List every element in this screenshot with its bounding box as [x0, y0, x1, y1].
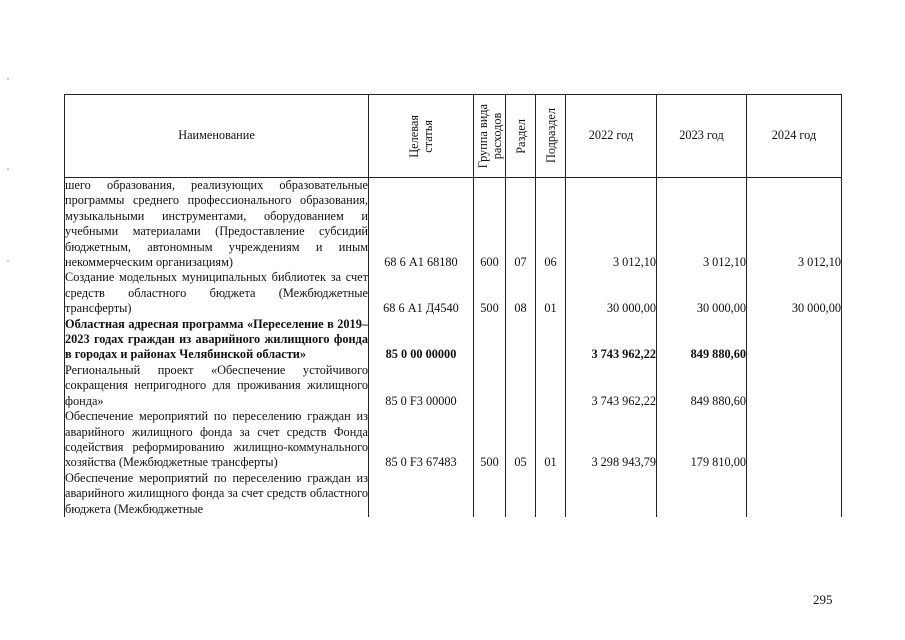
row-expense-group: 500	[474, 409, 506, 471]
row-2024: 3 012,10	[747, 178, 842, 271]
row-section	[506, 363, 536, 409]
page-number: 295	[813, 592, 833, 607]
row-2022: 3 012,10	[566, 178, 657, 271]
row-2023: 30 000,00	[657, 270, 747, 316]
scan-artifact	[7, 168, 9, 170]
row-expense-group: 500	[474, 270, 506, 316]
row-2022: 3 298 943,79	[566, 409, 657, 471]
row-target-article: 85 0 F3 67483	[369, 409, 474, 471]
header-target-article: Целевая статья	[369, 95, 474, 178]
row-2024	[747, 363, 842, 409]
row-name: Создание модельных муниципальных библиотек за счет средств областного бюджета (Межбюджетные трансферты)	[65, 270, 368, 316]
row-subsection: 06	[536, 178, 566, 271]
row-target-article	[369, 471, 474, 517]
table-row	[65, 363, 842, 409]
row-2022: 30 000,00	[566, 270, 657, 316]
header-2024: 2024 год	[747, 95, 842, 178]
row-2023: 3 012,10	[657, 178, 747, 271]
row-expense-group	[474, 363, 506, 409]
row-2022	[566, 471, 657, 517]
row-expense-group	[474, 317, 506, 363]
row-target-article: 85 0 F3 00000	[369, 363, 474, 409]
scan-artifact	[7, 78, 9, 80]
row-2023: 849 880,60	[657, 317, 747, 363]
row-subsection: 01	[536, 409, 566, 471]
header-section: Раздел	[506, 95, 536, 178]
row-target-article: 68 6 А1 68180	[369, 178, 474, 271]
row-name: Региональный проект «Обеспечение устойчивого сокращения непригодного для проживания жилищного фонда»	[65, 362, 368, 408]
row-name: Обеспечение мероприятий по переселению граждан из аварийного жилищного фонда за счет средств Фонда содействия реформированию жилищно-коммунального хозяйства (Межбюджетные трансферты)	[65, 409, 368, 470]
row-2022: 3 743 962,22	[566, 317, 657, 363]
budget-table	[64, 94, 842, 517]
row-name: Областная адресная программа «Переселение в 2019–2023 годах граждан из аварийного жилищного фонда в городах и районах Челябинской области»	[65, 316, 368, 362]
row-2024: 30 000,00	[747, 270, 842, 316]
table-row	[65, 471, 842, 517]
table-row	[65, 270, 842, 316]
row-2023: 849 880,60	[657, 363, 747, 409]
row-section: 07	[506, 178, 536, 271]
header-subsection: Подраздел	[536, 95, 566, 178]
row-name: шего образования, реализующих образовательные программы среднего профессионального образования, музыкальными инструментами, оборудованием и учебными материалами (Предоставление субсидий бюджетным, автономным учреждениям и иным некоммерческим организациям)	[65, 178, 368, 270]
row-2023	[657, 471, 747, 517]
row-section	[506, 471, 536, 517]
table-row	[65, 409, 842, 471]
header-2022: 2022 год	[566, 95, 657, 178]
row-subsection	[536, 363, 566, 409]
header-expense-group: Группа вида расходов	[474, 95, 506, 178]
header-row	[65, 95, 842, 178]
row-2022: 3 743 962,22	[566, 363, 657, 409]
table-row	[65, 317, 842, 363]
header-2023: 2023 год	[657, 95, 747, 178]
table-row	[65, 178, 842, 271]
row-section	[506, 317, 536, 363]
header-name: Наименование	[65, 95, 369, 178]
row-section: 08	[506, 270, 536, 316]
row-expense-group: 600	[474, 178, 506, 271]
row-target-article: 68 6 А1 Д4540	[369, 270, 474, 316]
row-subsection	[536, 317, 566, 363]
row-name: Обеспечение мероприятий по переселению граждан из аварийного жилищного фонда за счет средств областного бюджета (Межбюджетные	[65, 470, 368, 516]
row-target-article: 85 0 00 00000	[369, 317, 474, 363]
scan-artifact	[7, 260, 9, 262]
row-subsection: 01	[536, 270, 566, 316]
row-2024	[747, 317, 842, 363]
row-2024	[747, 409, 842, 471]
row-subsection	[536, 471, 566, 517]
row-2024	[747, 471, 842, 517]
row-expense-group	[474, 471, 506, 517]
row-2023: 179 810,00	[657, 409, 747, 471]
row-section: 05	[506, 409, 536, 471]
